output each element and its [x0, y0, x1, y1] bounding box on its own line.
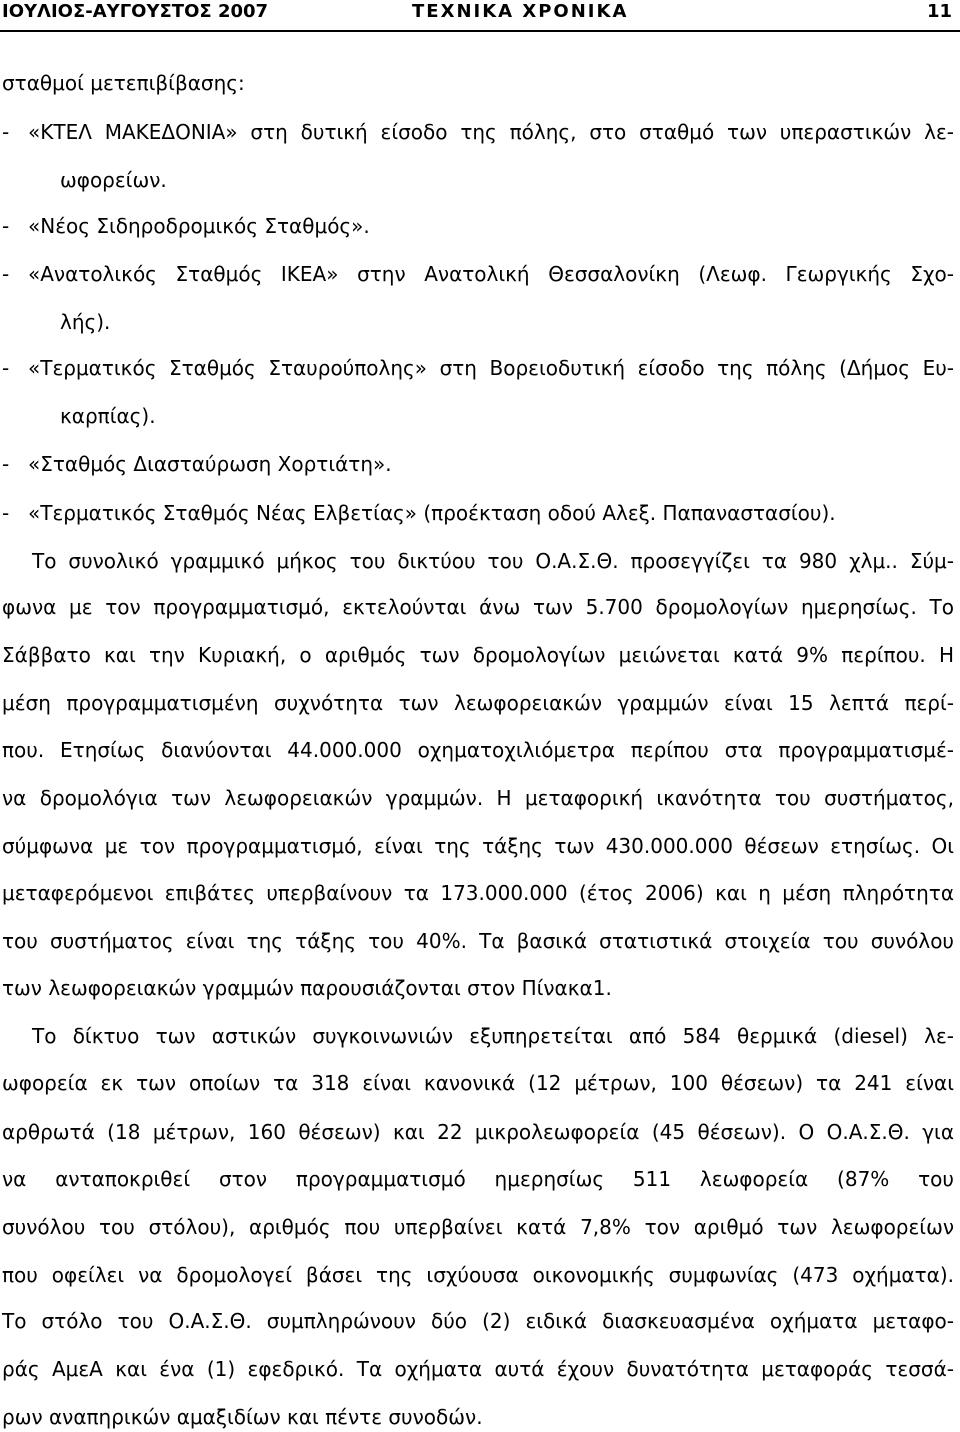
list-marker: -	[2, 120, 10, 144]
list-marker: -	[2, 262, 10, 286]
paragraph-line: που οφείλει να δρομολογεί βάσει της ισχύουσα οικονομικής συμφωνίας (473 οχήματα).	[2, 1263, 954, 1287]
paragraph-line: αρθρωτά (18 μέτρων, 160 θέσεων) και 22 μικρολεωφορεία (45 θέσεων). Ο Ο.Α.Σ.Θ. για	[2, 1120, 954, 1144]
paragraph-line: ράς ΑμεΑ και ένα (1) εφεδρικό. Τα οχήματα αυτά έχουν δυνατότητα μεταφοράς τεσσά-	[2, 1357, 954, 1381]
paragraph-line: Το συνολικό γραμμικό μήκος του δικτύου του Ο.Α.Σ.Θ. προσεγγίζει τα 980 χλμ.. Σύμ-	[32, 549, 954, 573]
header-rule	[0, 30, 960, 32]
list-item-line: λής).	[60, 310, 111, 334]
paragraph-line: φωνα με τον προγραμματισμό, εκτελούνται άνω των 5.700 δρομολογίων ημερησίως. Το	[2, 595, 954, 619]
paragraph-line: Το στόλο του Ο.Α.Σ.Θ. συμπληρώνουν δύο (2) ειδικά διασκευασμένα οχήματα μεταφο-	[2, 1309, 954, 1333]
list-item-line: «Νέος Σιδηροδρομικός Σταθμός».	[28, 214, 370, 238]
list-item-line: «Σταθμός Διασταύρωση Χορτιάτη».	[28, 452, 392, 476]
paragraph-line: να ανταποκριθεί στον προγραμματισμό ημερησίως 511 λεωφορεία (87% του	[2, 1167, 954, 1191]
list-marker: -	[2, 452, 10, 476]
issue-date: ΙΟΥΛΙΟΣ-ΑΥΓΟΥΣΤΟΣ 2007	[2, 1, 269, 22]
paragraph-line: σύμφωνα με τον προγραμματισμό, είναι της τάξης των 430.000.000 θέσεων ετησίως. Οι	[2, 834, 954, 858]
list-item-line: «ΚΤΕΛ ΜΑΚΕΔΟΝΙΑ» στη δυτική είσοδο της πόλης, στο σταθμό των υπεραστικών λε-	[28, 120, 954, 144]
paragraph-line: Σάββατο και την Κυριακή, ο αριθμός των δρομολογίων μειώνεται κατά 9% περίπου. Η	[2, 643, 954, 667]
list-item-line: «Ανατολικός Σταθμός ΙΚΕΑ» στην Ανατολική Θεσσαλονίκη (Λεωφ. Γεωργικής Σχο-	[28, 262, 954, 286]
paragraph-line: μέση προγραμματισμένη συχνότητα των λεωφορειακών γραμμών είναι 15 λεπτά περί-	[2, 691, 954, 715]
list-marker: -	[2, 501, 10, 525]
list-marker: -	[2, 214, 10, 238]
paragraph-line: του συστήματος είναι της τάξης του 40%. Τα βασικά στατιστικά στοιχεία του συνόλου	[2, 929, 954, 953]
intro-line: σταθμοί μετεπιβίβασης:	[2, 71, 245, 95]
list-item-line: καρπίας).	[60, 404, 156, 428]
paragraph-line: ρων αναπηρικών αμαξιδίων και πέντε συνοδών.	[2, 1405, 483, 1429]
paragraph-line: να δρομολόγια των λεωφορειακών γραμμών. Η μεταφορική ικανότητα του συστήματος,	[2, 786, 954, 810]
paragraph-line: μεταφερόμενοι επιβάτες υπερβαίνουν τα 173.000.000 (έτος 2006) και η μέση πληρότητα	[2, 881, 954, 905]
page-number: 11	[926, 1, 952, 22]
paragraph-line: συνόλου του στόλου), αριθμός που υπερβαίνει κατά 7,8% τον αριθμό των λεωφορείων	[2, 1215, 954, 1239]
list-item-line: «Τερματικός Σταθμός Σταυρούπολης» στη Βορειοδυτική είσοδο της πόλης (Δήμος Ευ-	[28, 356, 954, 380]
list-item-line: ωφορείων.	[60, 168, 167, 192]
list-item-line: «Τερματικός Σταθμός Νέας Ελβετίας» (προέκταση οδού Αλεξ. Παπαναστασίου).	[28, 501, 836, 525]
paragraph-line: που. Ετησίως διανύονται 44.000.000 οχηματοχιλιόμετρα περίπου στα προγραμματισμέ-	[2, 738, 954, 762]
paragraph-line: των λεωφορειακών γραμμών παρουσιάζονται στον Πίνακα1.	[2, 976, 612, 1000]
paragraph-line: ωφορεία εκ των οποίων τα 318 είναι κανονικά (12 μέτρων, 100 θέσεων) τα 241 είναι	[2, 1071, 954, 1095]
list-marker: -	[2, 356, 10, 380]
journal-title: ΤΕΧΝΙΚΑ ΧΡΟΝΙΚΑ	[412, 1, 629, 22]
paragraph-line: Το δίκτυο των αστικών συγκοινωνιών εξυπηρετείται από 584 θερμικά (diesel) λε-	[32, 1024, 954, 1048]
